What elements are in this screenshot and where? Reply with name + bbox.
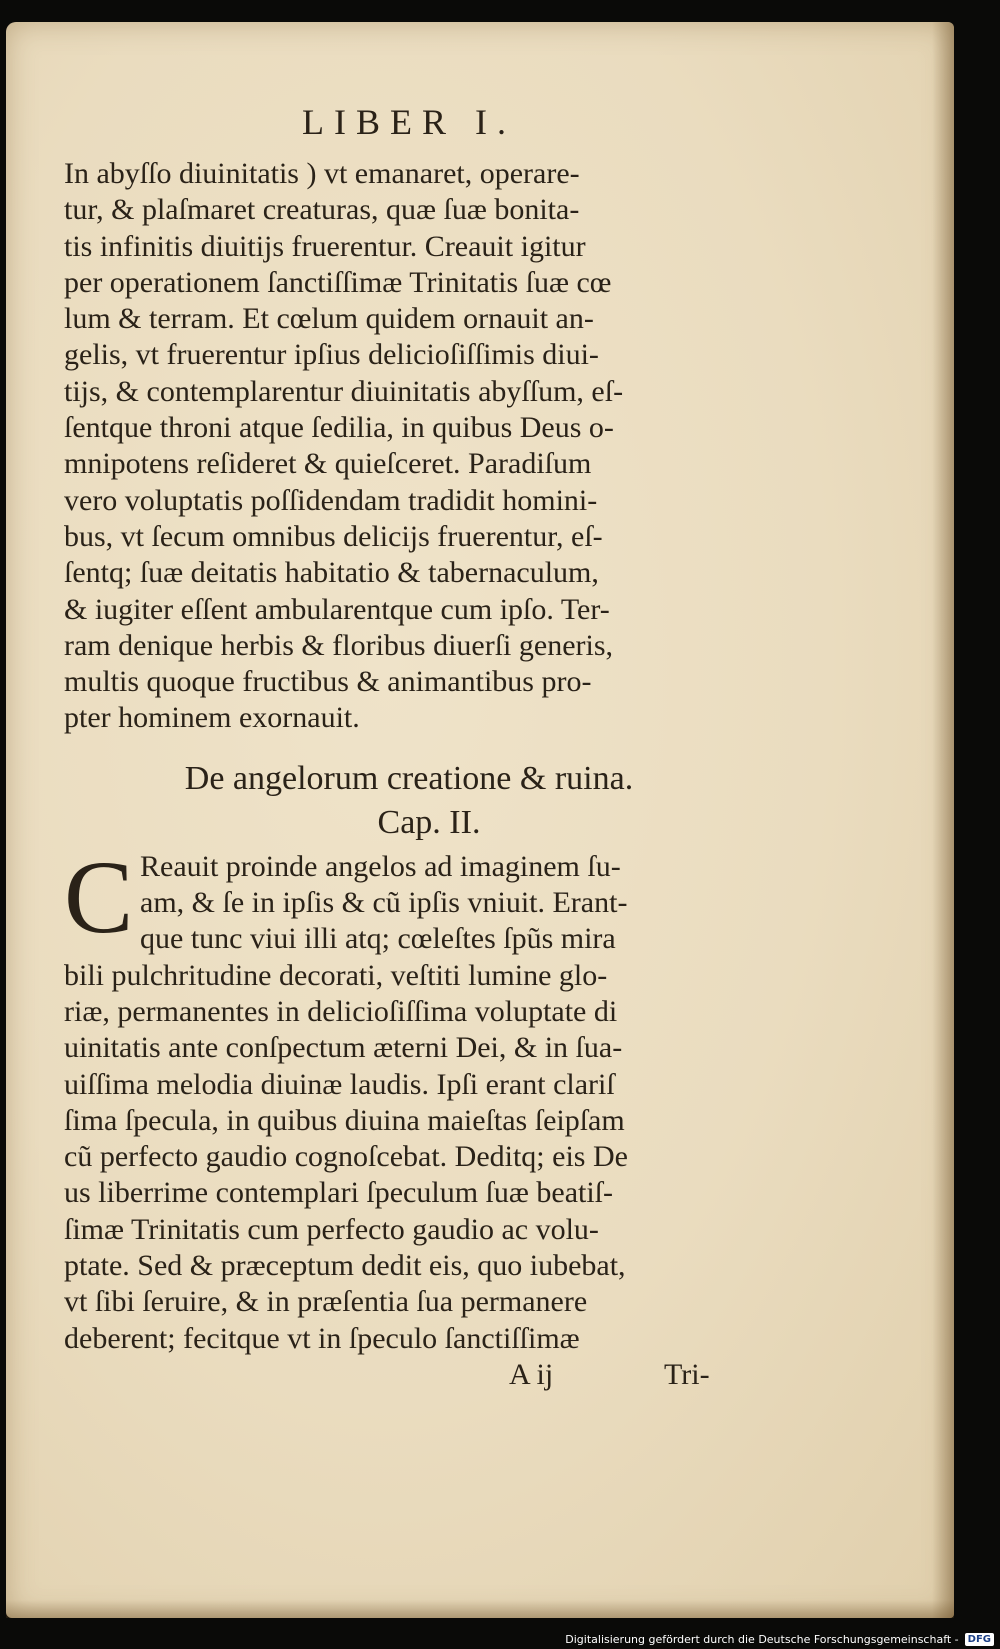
paragraph-2 [64, 958, 754, 1357]
drop-cap: C [64, 839, 134, 955]
text-block [64, 94, 754, 1393]
text-line: multis quoque fructibus & animantibus pro- [64, 665, 592, 699]
text-line: vero voluptatis poſſidendam tradidit homini- [64, 483, 598, 517]
text-line: tis infinitis diuitijs fruerentur. Creauit igitur [64, 229, 586, 263]
text-line: ram denique herbis & floribus diuerſi generis, [64, 628, 614, 662]
dropcap-block [64, 839, 754, 958]
text-line: deberent; fecitque vt in ſpeculo ſanctiſſimæ [64, 1321, 580, 1355]
text-line: In abyſſo diuinitatis ) vt emanaret, operare- [64, 157, 580, 190]
text-line: pter hominem exornauit. [64, 701, 360, 735]
text-line: bili pulchritudine decorati, veſtiti lumine glo- [64, 958, 608, 992]
text-line: us liberrime contemplari ſpeculum ſuæ beatiſ- [64, 1176, 614, 1210]
footer-text: Digitalisierung gefördert durch die Deutsche Forschungsgemeinschaft - [565, 1633, 959, 1646]
text-line: uinitatis ante conſpectum æterni Dei, & in ſua- [64, 1031, 623, 1065]
text-line: Reauit proinde angelos ad imaginem ſu- [140, 849, 621, 883]
text-line: que tunc viui illi atq; cœleſtes ſpũs mira [140, 922, 616, 956]
paragraph-1 [64, 156, 754, 737]
text-line: riæ, permanentes in delicioſiſſima voluptate di [64, 994, 618, 1028]
text-line: ptate. Sed & præceptum dedit eis, quo iubebat, [64, 1249, 626, 1283]
text-line: per operationem ſanctiſſimæ Trinitatis ſuæ cœ [64, 265, 612, 299]
catch-line [64, 1357, 754, 1393]
chapter-title: De angelorum creatione & ruina. [184, 759, 634, 797]
signature-mark: A ij [509, 1357, 554, 1391]
text-line: tijs, & contemplarentur diuinitatis abyſſum, eſ- [64, 374, 624, 408]
text-line: vt ſibi ſeruire, & in præſentia ſua permanere [64, 1285, 588, 1319]
text-line: & iugiter eſſent ambularentque cum ipſo. Ter- [64, 592, 610, 626]
text-line: cũ perfecto gaudio cognoſcebat. Deditq; eis De [64, 1140, 628, 1174]
text-line: tur, & plaſmaret creaturas, quæ ſuæ bonita- [64, 193, 580, 227]
catchword: Tri- [664, 1357, 710, 1391]
chapter-number: Cap. II. [377, 803, 481, 841]
text-line: ſentq; ſuæ deitatis habitatio & tabernaculum, [64, 556, 599, 590]
text-line: mnipotens reſideret & quieſceret. Paradiſum [64, 447, 592, 481]
text-line: uiſſima melodia diuinæ laudis. Ipſi erant clariſ [64, 1067, 615, 1101]
book-page [6, 22, 954, 1618]
text-line: lum & terram. Et cœlum quidem ornauit an- [64, 302, 594, 336]
running-header: LIBER I. [302, 102, 516, 142]
text-line: gelis, vt fruerentur ipſius delicioſiſſimis diui- [64, 338, 599, 372]
text-line: am, & ſe in ipſis & cũ ipſis vniuit. Erant- [140, 886, 628, 920]
page-bottom-shadow [6, 1600, 954, 1618]
text-line: ſentque throni atque ſedilia, in quibus Deus o- [64, 411, 614, 445]
text-line: bus, vt ſecum omnibus delicijs fruerentur, eſ- [64, 519, 603, 553]
page-edge-shadow [932, 22, 954, 1618]
digitization-footer [565, 1633, 994, 1646]
dfg-logo-icon[interactable]: DFG [965, 1633, 994, 1646]
text-line: ſimæ Trinitatis cum perfecto gaudio ac volu- [64, 1212, 599, 1246]
text-line: ſima ſpecula, in quibus diuina maieſtas ſeipſam [64, 1103, 625, 1137]
